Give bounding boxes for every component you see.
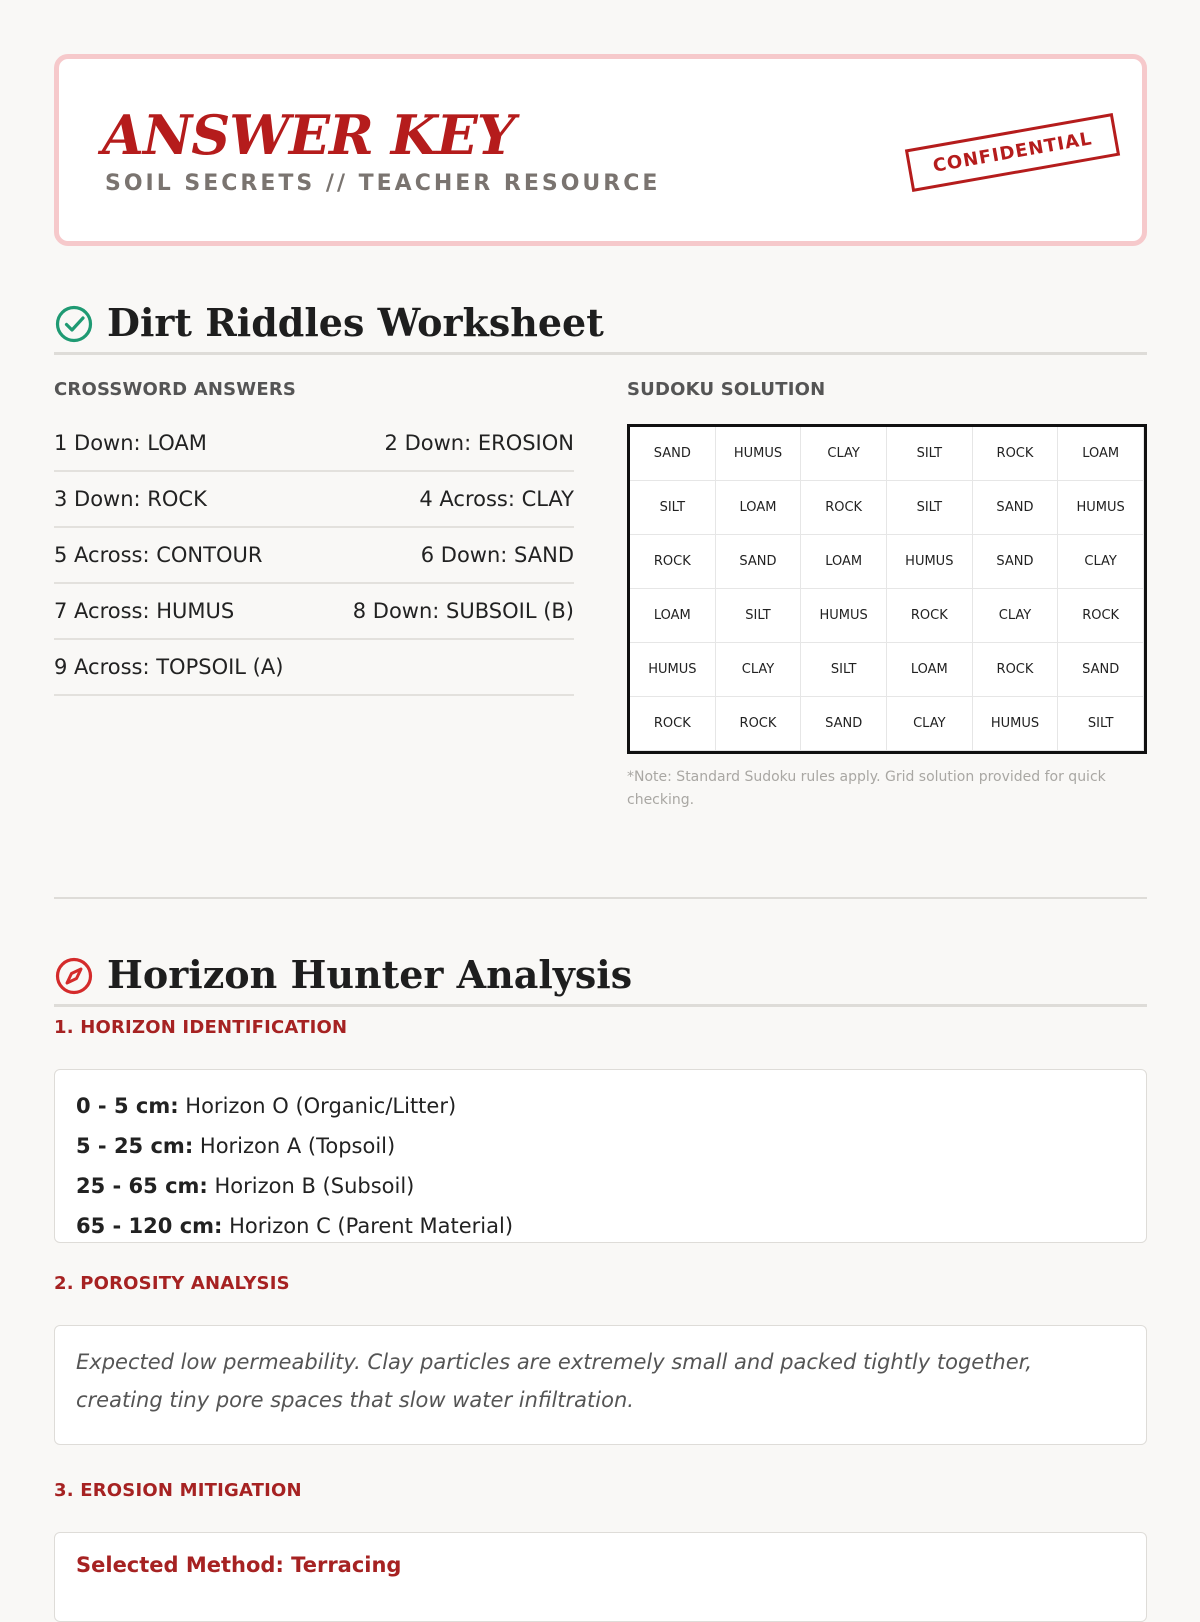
horizon-desc: Horizon O (Organic/Litter): [185, 1094, 457, 1118]
sudoku-cell: SILT: [716, 589, 802, 643]
header-card: [54, 54, 1147, 246]
erosion-mitigation-label: 3. EROSION MITIGATION: [54, 1480, 302, 1501]
sudoku-cell: SAND: [1058, 643, 1144, 697]
check-circle-icon: [54, 304, 94, 344]
sudoku-cell: CLAY: [716, 643, 802, 697]
horizon-desc: Horizon C (Parent Material): [229, 1214, 514, 1238]
porosity-analysis-box: [54, 1325, 1147, 1445]
crossword-answer: 8 Down: SUBSOIL (B): [352, 599, 574, 623]
sudoku-cell: HUMUS: [716, 427, 802, 481]
crossword-answer: 4 Across: CLAY: [419, 487, 574, 511]
sudoku-cell: SAND: [630, 427, 716, 481]
horizon-depth: 5 - 25 cm:: [76, 1134, 194, 1158]
sudoku-cell: CLAY: [801, 427, 887, 481]
porosity-analysis-label: 2. POROSITY ANALYSIS: [54, 1273, 290, 1294]
section-title: Dirt Riddles Worksheet: [107, 300, 604, 345]
horizon-identification-label: 1. HORIZON IDENTIFICATION: [54, 1017, 348, 1038]
crossword-row: [54, 528, 574, 584]
crossword-row: [54, 416, 574, 472]
crossword-answer: 5 Across: CONTOUR: [54, 543, 263, 567]
crossword-row: [54, 584, 574, 640]
crossword-row: [54, 472, 574, 528]
horizon-row: [76, 1166, 1125, 1206]
crossword-row: [54, 640, 574, 696]
section-title: Horizon Hunter Analysis: [107, 952, 633, 997]
page-subtitle: SOIL SECRETS // TEACHER RESOURCE: [105, 171, 661, 196]
horizon-identification-box: [54, 1069, 1147, 1243]
horizon-depth: 65 - 120 cm:: [76, 1214, 223, 1238]
sudoku-cell: ROCK: [973, 427, 1059, 481]
horizon-row: [76, 1206, 1125, 1246]
sudoku-cell: HUMUS: [630, 643, 716, 697]
sudoku-note: *Note: Standard Sudoku rules apply. Grid solution provided for quick checking.: [627, 769, 1106, 808]
sudoku-cell: SAND: [716, 535, 802, 589]
horizon-desc: Horizon B (Subsoil): [214, 1174, 415, 1198]
confidential-stamp: CONFIDENTIAL: [905, 113, 1121, 192]
sudoku-cell: SILT: [1058, 697, 1144, 751]
sudoku-cell: ROCK: [801, 481, 887, 535]
sudoku-cell: CLAY: [1058, 535, 1144, 589]
answer-key-page: [54, 54, 1147, 1577]
erosion-mitigation-box: [54, 1532, 1147, 1622]
horizon-row: [76, 1126, 1125, 1166]
horizon-depth: 25 - 65 cm:: [76, 1174, 208, 1198]
sudoku-cell: ROCK: [887, 589, 973, 643]
erosion-method: Selected Method: Terracing: [76, 1553, 402, 1577]
sudoku-label: SUDOKU SOLUTION: [627, 379, 826, 400]
sudoku-cell: ROCK: [630, 697, 716, 751]
horizon-depth: 0 - 5 cm:: [76, 1094, 179, 1118]
sudoku-cell: SILT: [887, 481, 973, 535]
sudoku-cell: HUMUS: [887, 535, 973, 589]
crossword-answer: 1 Down: LOAM: [54, 431, 207, 455]
sudoku-cell: LOAM: [887, 643, 973, 697]
crossword-label: CROSSWORD ANSWERS: [54, 379, 297, 400]
crossword-answer: 3 Down: ROCK: [54, 487, 207, 511]
horizon-row: [76, 1086, 1125, 1126]
sudoku-grid: [627, 424, 1147, 754]
sudoku-cell: LOAM: [1058, 427, 1144, 481]
crossword-answer: 7 Across: HUMUS: [54, 599, 235, 623]
sudoku-cell: CLAY: [887, 697, 973, 751]
sudoku-cell: SAND: [801, 697, 887, 751]
sudoku-cell: HUMUS: [973, 697, 1059, 751]
sudoku-cell: SILT: [887, 427, 973, 481]
sudoku-cell: SILT: [630, 481, 716, 535]
sudoku-cell: ROCK: [716, 697, 802, 751]
sudoku-cell: SILT: [801, 643, 887, 697]
sudoku-cell: SAND: [973, 481, 1059, 535]
crossword-answer: 2 Down: EROSION: [384, 431, 574, 455]
section-heading-dirt-riddles: [54, 298, 1147, 355]
crossword-answer: 9 Across: TOPSOIL (A): [54, 655, 284, 679]
section-heading-horizon-hunter: [54, 950, 1147, 1007]
crossword-answer: 6 Down: SAND: [420, 543, 574, 567]
sudoku-cell: LOAM: [630, 589, 716, 643]
sudoku-cell: SAND: [973, 535, 1059, 589]
page-title: ANSWER KEY: [102, 103, 515, 167]
sudoku-cell: ROCK: [973, 643, 1059, 697]
section-divider: [54, 897, 1147, 899]
sudoku-cell: HUMUS: [1058, 481, 1144, 535]
horizon-desc: Horizon A (Topsoil): [199, 1134, 396, 1158]
crossword-answers: [54, 416, 574, 696]
sudoku-cell: LOAM: [801, 535, 887, 589]
porosity-text: Expected low permeability. Clay particles are extremely small and packed tightly together, creating tiny pore spaces that slow water infiltration.: [76, 1350, 1033, 1412]
sudoku-cell: HUMUS: [801, 589, 887, 643]
sudoku-cell: ROCK: [630, 535, 716, 589]
sudoku-cell: CLAY: [973, 589, 1059, 643]
sudoku-cell: ROCK: [1058, 589, 1144, 643]
compass-icon: [54, 956, 94, 996]
sudoku-cell: LOAM: [716, 481, 802, 535]
